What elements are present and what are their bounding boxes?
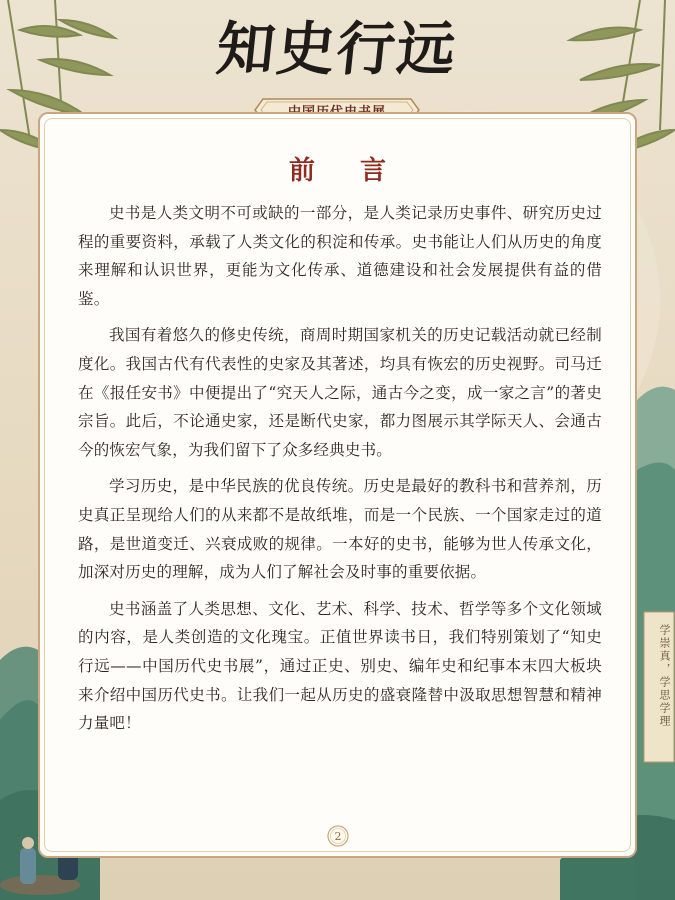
page-title: 知史行远 [213,15,461,83]
section-heading: 前 言 [288,156,405,186]
page-number: 2 [334,829,342,843]
paragraph: 我国有着悠久的修史传统，商周时期国家机关的历史记载活动就已经制度化。我国古代有代表性的史家及其著述，均具有恢宏的历史视野。司马迁在《报任安书》中便提出了“究天人之际，通古今之变，成一家之言”的著史宗旨。此后，不论通史家，还是断代史家，都力图展示其学际天人、会通古今的恢宏气象，为我们留下了众多经典史书。 [78,326,602,459]
paragraph: 史书涵盖了人类思想、文化、艺术、科学、技术、哲学等多个文化领域的内容，是人类创造的文化瑰宝。正值世界读书日，我们特别策划了“知史行远——中国历代史书展”，通过正史、别史、编年史和纪事本末四大板块来介绍中国历代史书。让我们一起从历史的盛衰隆替中汲取思想智慧和精神力量吧！ [78,599,602,733]
preface-body [78,199,602,746]
paragraph: 学习历史，是中华民族的优良传统。历史是最好的教科书和营养剂，历史真正呈现给人们的从来都不是故纸堆，而是一个民族、一个国家走过的道路，是世道变迁、兴衰成败的规律。一本好的史书，能够为世人传承文化，加深对历史的理解，成为人们了解社会及时事的重要依据。 [78,477,602,582]
page-number-badge [326,824,350,848]
paragraph: 史书是人类文明不可或缺的一部分，是人类记录历史事件、研究历史过程的重要资料，承载了人类文化的积淀和传承。史书能让人们从历史的角度来理解和认识世界，更能为文化传承、道德建设和社会发展提供有益的借鉴。 [78,204,602,308]
side-scroll-label: 学崇真，学思学理 [658,624,671,728]
